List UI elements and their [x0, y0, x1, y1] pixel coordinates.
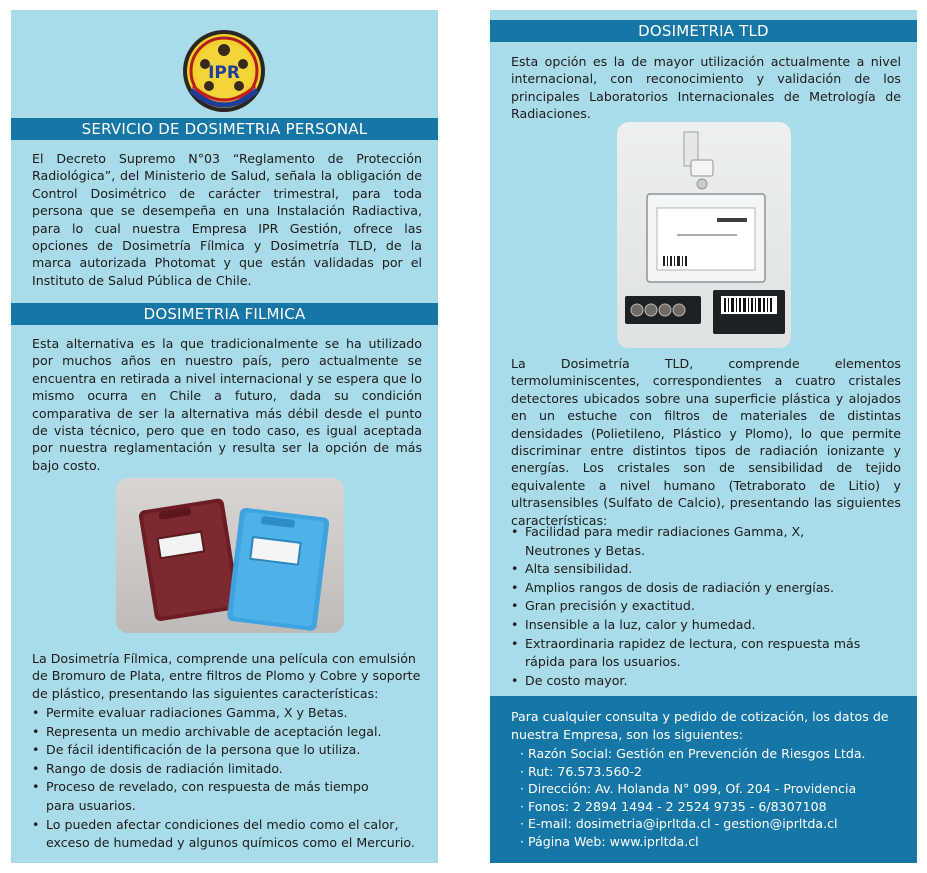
logo-text: IPR — [208, 63, 240, 83]
list-item: • Amplios rangos de dosis de radiación y energías. — [511, 579, 834, 595]
film-description: La Dosimetría Fílmica, comprende una película con emulsión de Bromuro de Plata, entre filtros de Plomo y Cobre y soporte de plástico, presentando las siguientes características: — [32, 651, 421, 701]
contact-box — [490, 696, 917, 863]
right-panel — [490, 10, 917, 863]
tld-dosimeter-photo — [617, 122, 791, 348]
tld-description: La Dosimetría TLD, comprende elementos termoluminiscentes, correspondientes a cuatro cristales detectores ubicados sobre una superficie plástica y alojados en un estuche con filtros de materiales de distintas densidades (Polietileno, Plástico y Plomo), lo que permite discriminar entre distintos tipos de radiación ionizante y energías. Los cristales son de sensibilidad de tejido equivalente a nivel humano (Tetraborato de Litio) y ultrasensibles (Sulfato de Calcio), presentando las siguientes características: — [511, 356, 901, 528]
list-item: • Insensible a la luz, calor y humedad. — [511, 616, 756, 632]
contact-list — [520, 745, 866, 851]
list-item: • Alta sensibilidad. — [511, 561, 633, 577]
service-body: El Decreto Supremo N°03 “Reglamento de Protección Radiológica”, del Ministerio de Salud, señala la obligación de Control Dosimétrico de carácter trimestral, para toda persona que se desempeña en una Instalación Radiactiva, para lo cual nuestra Empresa IPR Gestión, ofrece las opciones de Dosimetría Fílmica y Dosimetría TLD, de la marca autorizada Photomat y que están validadas por el Instituto de Salud Pública de Chile. — [32, 151, 422, 288]
ipr-logo — [181, 28, 267, 114]
list-item: • Lo pueden afectar condiciones del medio como el calor, exceso de humedad y algunos químicos como el Mercurio. — [32, 816, 415, 851]
left-panel — [11, 10, 438, 863]
contact-company: · Razón Social: Gestión en Prevención de Riesgos Ltda. — [520, 746, 866, 761]
list-item: • Rango de dosis de radiación limitado. — [32, 760, 283, 776]
film-features-list — [32, 704, 432, 853]
contact-website[interactable]: · Página Web: www.iprltda.cl — [520, 833, 699, 849]
service-title: SERVICIO DE DOSIMETRIA PERSONAL — [11, 118, 438, 140]
list-item: • Proceso de revelado, con respuesta de más tiempo para usuarios. — [32, 779, 369, 813]
tld-features-list — [511, 523, 911, 690]
list-item: • Gran precisión y exactitud. — [511, 598, 695, 614]
film-title: DOSIMETRIA FILMICA — [11, 303, 438, 325]
film-intro: Esta alternativa es la que tradicionalmente se ha utilizado por muchos años en nuestro país, pero actualmente se encuentra en retirada a nivel internacional y se espera que lo mismo ocurra en Chile a futuro, dada su condición comparativa de ser la alternativa más débil desde el punto de vista técnico, pero que en todo caso, es igual aceptada por nuestra reglamentación y resulta ser la opción de más bajo costo. — [32, 336, 422, 473]
list-item: • Extraordinaria rapidez de lectura, con respuesta más rápida para los usuarios. — [511, 635, 861, 670]
list-item: • Facilidad para medir radiaciones Gamma, X, Neutrones y Betas. — [511, 524, 805, 558]
list-item: • Permite evaluar radiaciones Gamma, X y Betas. — [32, 705, 348, 720]
tld-title: DOSIMETRIA TLD — [490, 20, 917, 42]
contact-phones: · Fonos: 2 2894 1494 - 2 2524 9735 - 6/8307108 — [520, 798, 827, 814]
film-dosimeter-photo — [116, 478, 344, 633]
list-item: • Representa un medio archivable de aceptación legal. — [32, 723, 382, 739]
contact-intro: Para cualquier consulta y pedido de cotización, los datos de nuestra Empresa, son los siguientes: — [511, 709, 889, 742]
list-item: • De costo mayor. — [511, 672, 628, 688]
contact-email[interactable]: · E-mail: dosimetria@iprltda.cl - gestion@iprltda.cl — [520, 816, 838, 832]
contact-rut: · Rut: 76.573.560-2 — [520, 763, 643, 779]
tld-intro: Esta opción es la de mayor utilización actualmente a nivel internacional, con reconocimiento y validación de los principales Laboratorios Internacionales de Metrología de Radiaciones. — [511, 54, 901, 122]
contact-address: · Dirección: Av. Holanda N° 099, Of. 204 - Providencia — [520, 781, 857, 797]
list-item: • De fácil identificación de la persona que lo utiliza. — [32, 742, 361, 758]
